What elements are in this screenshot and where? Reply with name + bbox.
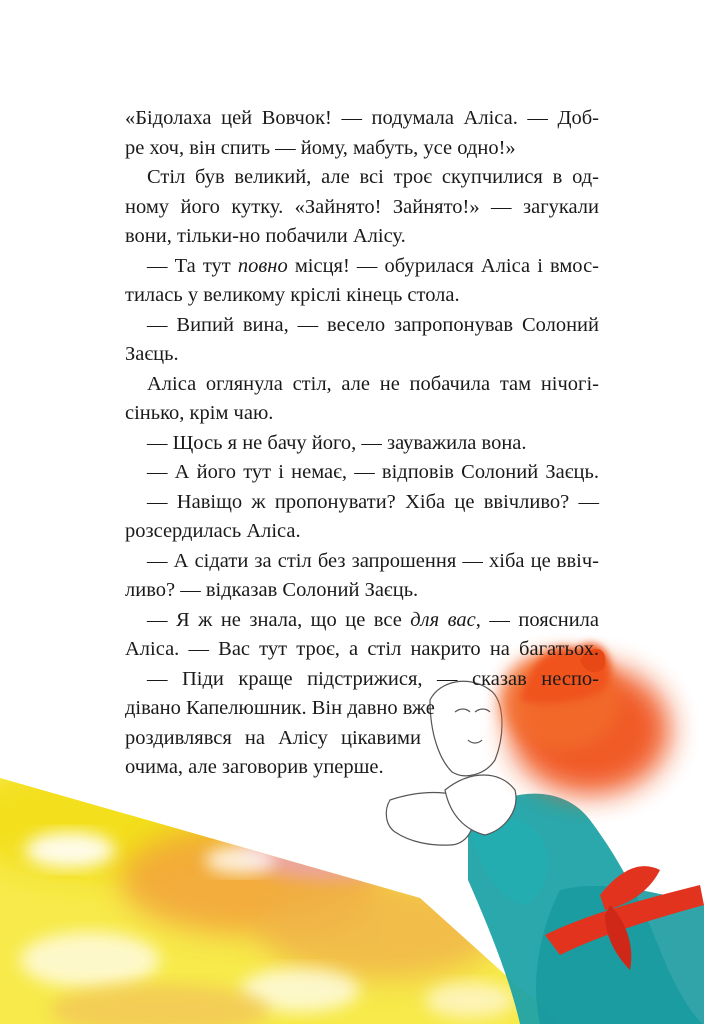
- wash-white-3: [20, 932, 160, 988]
- text-line-1: «Бідолаха цей Вовчок! — подумала Аліса. — Доб-: [125, 107, 599, 129]
- story-text: [125, 104, 599, 783]
- emphasis-povno: повно: [237, 254, 288, 277]
- text-line-5: вони, тільки-но побачили Алісу.: [125, 225, 406, 247]
- wash-white-2: [205, 846, 275, 874]
- text-line-7: тилась у великому кріслі кінець стола.: [125, 284, 460, 306]
- text-line-6: — Та тут повно місця! — обурилася Аліса і вмос-: [147, 254, 599, 277]
- emphasis-dlia-vas: для вас: [410, 608, 476, 631]
- text-line-4: ному його кутку. «Зайнято! Зайнято!» — загукали: [125, 195, 599, 218]
- text-line-8: — Випий вина, — весело запропонував Солоний: [147, 313, 599, 336]
- text-line-13: — А його тут і немає, — відповів Солоний Заєць.: [147, 461, 599, 483]
- text-line-22: роздивлявся на Алісу цікавими: [125, 726, 421, 749]
- wash-white-1: [25, 832, 115, 868]
- wash-white-5: [425, 982, 515, 1018]
- text-line-19: Аліса. — Вас тут троє, а стіл накрито на багатьох.: [125, 638, 599, 660]
- text-line-15: розсердилась Аліса.: [125, 520, 301, 542]
- text-line-10: Аліса оглянула стіл, але не побачила там нічогі-: [147, 372, 599, 395]
- text-line-2: ре хоч, він спить — йому, мабуть, усе одно!»: [125, 136, 516, 159]
- text-line-12: — Щось я не бачу його, — зауважила вона.: [147, 431, 527, 454]
- text-line-20: — Піди краще підстрижися, — сказав неспо-: [147, 667, 599, 690]
- text-line-18: — Я ж не знала, що це все для вас, — пояснила: [147, 608, 599, 631]
- wash-orange-2: [260, 880, 500, 980]
- text-line-14: — Навіщо ж пропонувати? Хіба це ввічливо? —: [147, 490, 599, 513]
- text-line-23: очима, але заговорив уперше.: [125, 756, 384, 778]
- text-line-3: Стіл був великий, але всі троє скупчилися в од-: [147, 166, 599, 188]
- text-line-9: Заєць.: [125, 343, 179, 365]
- text-line-17: ливо? — відказав Солоний Заєць.: [125, 579, 419, 601]
- text-line-16: — А сідати за стіл без запрошення — хіба це ввіч-: [147, 549, 599, 572]
- text-line-21: дівано Капелюшник. Він давно вже: [125, 697, 435, 719]
- text-line-11: сінько, крім чаю.: [125, 402, 274, 424]
